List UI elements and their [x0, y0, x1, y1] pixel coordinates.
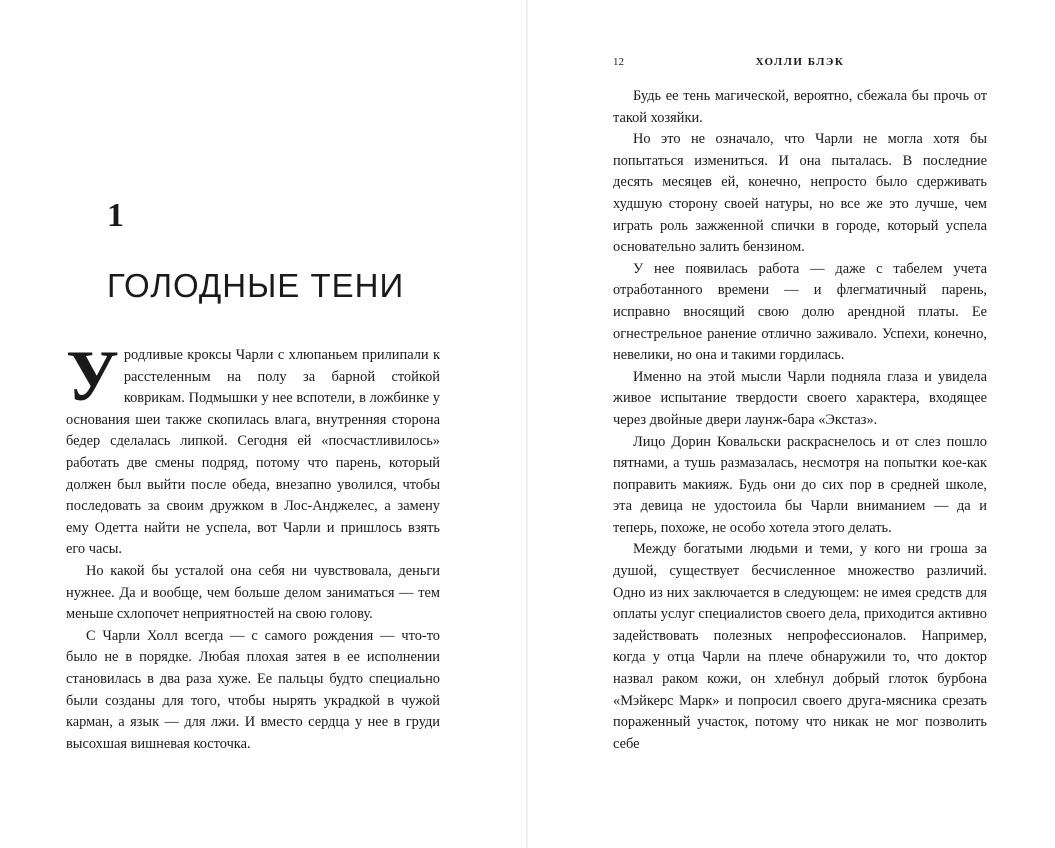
running-head — [613, 56, 987, 72]
drop-cap: У — [66, 336, 119, 416]
paragraph: Лицо Дорин Ковальски раскраснелось и от слез пошло пятнами, а тушь размазалась, несмотря на попытки кое-как поправить макияж. Будь они до сих пор в средней школе, эта девица не удостоила бы Чарли вниманием — да и теперь, похоже, не особо хотела этого делать. — [613, 433, 987, 536]
paragraph: С Чарли Холл всегда — с самого рождения — что-то было не в порядке. Любая плохая затея в ее исполнении становилась в два раза хуже. Ее пальцы будто специально были созданы для того, чтобы нырять украдкой в чужой карман, а язык — для лжи. И вместо сердца у нее в груди высохшая вишневая косточка. — [66, 627, 440, 752]
left-page — [0, 0, 527, 848]
paragraph-continued: Будь ее тень магической, вероятно, сбежала бы прочь от такой хозяйки. — [613, 88, 987, 126]
right-page-body — [613, 86, 987, 755]
paragraph-opening — [66, 336, 440, 561]
paragraph: Именно на этой мысли Чарли подняла глаза и увидела живое испытание твердости своего характера, входящее через двойные двери лаунж-бара «Экстаз». — [613, 368, 987, 428]
paragraph: Но какой бы усталой она себя ни чувствовала, деньги нужнее. Да и вообще, чем больше делом заниматься — тем меньше схлопочет неприятностей на свою голову. — [66, 562, 440, 623]
chapter-title: ГОЛОДНЫЕ ТЕНИ — [107, 267, 405, 305]
paragraph: Между богатыми людьми и теми, у кого ни гроша за душой, существует бесчисленное множество различий. Одно из них заключается в следующем: не имея средств для оплаты услуг специалистов своего дела, приходится активно задействовать полезных непрофессионалов. Например, когда у отца Чарли на плече обнаружили то, что доктор назвал раком кожи, он хлебнул добрый глоток бурбона «Мэйкерс Марк» и попросил своего друга-мясника срезать пораженный участок, потому что никак не мог позволить себе — [613, 541, 987, 752]
paragraph: Но это не означало, что Чарли не могла хотя бы попытаться измениться. И она пыталась. В последние десять месяцев ей, конечно, непросто было сдерживать худшую сторону своей натуры, но все же это лучше, чем играть роль зажженной спички в городе, который успела основательно залить бензином. — [613, 131, 987, 256]
opening-paragraph-text: родливые кроксы Чарли с хлюпаньем прилипали к расстеленным на полу за барной стойкой коврикам. Подмышки у нее вспотели, в ложбинке у основания шеи также скопилась влага, внутренняя сторона бедер сделалась липкой. Сегодня ей «посчастливилось» работать две смены подряд, потому что парень, который должен был выйти после обеда, внезапно уволился, чтобы последовать за своим дружком в Лос-Анджелес, а замену ему Одетта найти не успела, вот Чарли и пришлось взять его часы. — [66, 347, 440, 558]
left-page-body — [66, 336, 440, 755]
paragraph: У нее появилась работа — даже с табелем учета отработанного времени — и флегматичный парень, исправно вносящий свою долю арендной платы. Ее огнестрельное ранение отлично заживало. Успехи, конечно, невелики, но она и такими гордилась. — [613, 260, 987, 364]
chapter-number: 1 — [107, 197, 124, 234]
page-number: 12 — [613, 56, 624, 68]
running-head-title: ХОЛЛИ БЛЭК — [755, 56, 845, 68]
